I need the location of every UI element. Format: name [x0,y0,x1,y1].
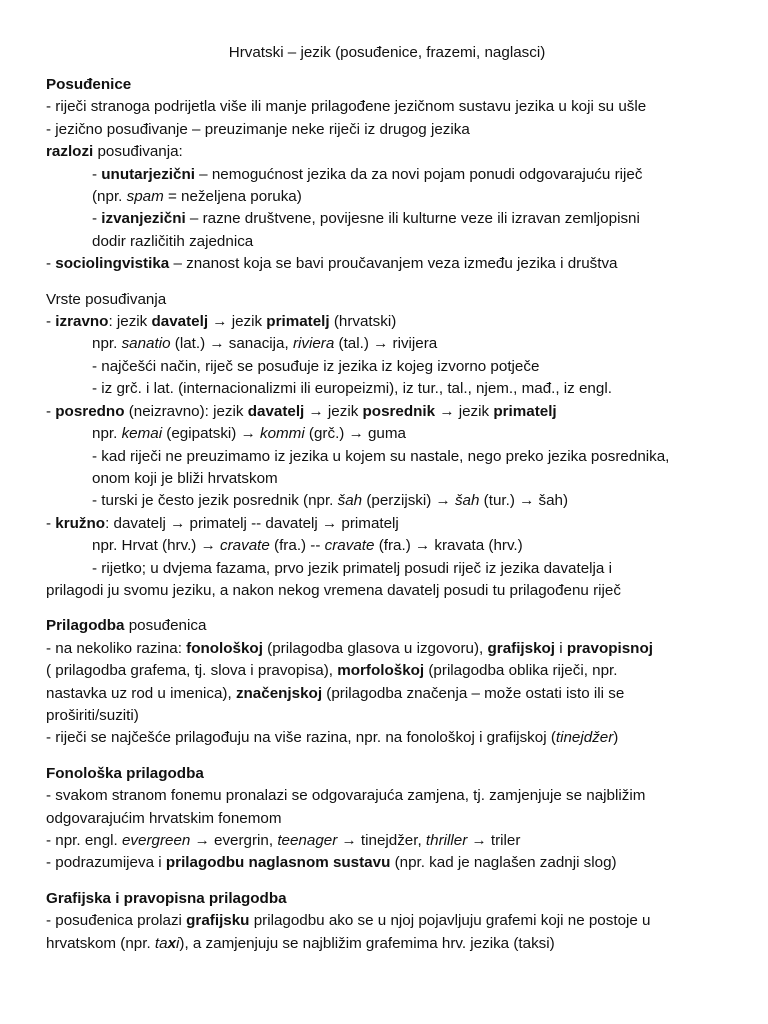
heading-posudjenice: Posuđenice [46,76,132,93]
text-line: npr. kemai (egipatski) → kommi (grč.) → guma [92,425,406,443]
heading-fonoloska: Fonološka prilagodba [46,764,204,782]
text-line: - riječi se najčešće prilagođuju na više razina, npr. na fonološkoj i grafijskoj (tinejdžer) [46,729,619,747]
text-line: - posuđenica prolazi grafijsku prilagodbu ako se u njoj pojavljuju grafemi koji ne postoje u [46,912,651,930]
text-line: - turski je često jezik posrednik (npr. šah (perzijski) → šah (tur.) → šah) [92,492,569,510]
text-line: - svakom stranom fonemu pronalazi se odgovarajuća zamjena, tj. zamjenjuje se najbližim [46,787,646,805]
text-line: proširiti/suziti) [46,706,139,724]
text-line: - sociolingvistika – znanost koja se bavi proučavanjem veza između jezika i društva [46,255,618,273]
text-line: - riječi stranoga podrijetla više ili manje prilagođene jezičnom sustavu jezika u koji su ušle [46,98,647,116]
text-line: ( prilagodba grafema, tj. slova i pravopisa), morfološkoj (prilagodba oblika riječi, npr. [46,662,618,680]
text-line: - najčešći način, riječ se posuđuje iz jezika iz kojeg izvorno potječe [92,357,540,375]
section-posudjenice [46,74,728,276]
heading-prilagodba: Prilagodba posuđenica [46,617,207,635]
section-vrste [46,289,728,603]
text-line: - npr. engl. evergreen → evergrin, teenager → tinejdžer, thriller → triler [46,832,521,849]
text-line: - izvanjezični – razne društvene, povijesne ili kulturne veze ili izravan zemljopisni [92,210,640,228]
text-line: - izravno: jezik davatelj → jezik primatelj (hrvatski) [46,313,397,331]
text-line: - na nekoliko razina: fonološkoj (prilagodba glasova u izgovoru), grafijskoj i pravopisnoj [46,639,653,657]
text-line: - posredno (neizravno): jezik davatelj → jezik posrednik → jezik primatelj [46,402,557,420]
section-fonoloska [46,763,728,875]
text-line: npr. Hrvat (hrv.) → cravate (fra.) -- cravate (fra.) → kravata (hrv.) [92,537,523,555]
text-line: - kad riječi ne preuzimamo iz jezika u kojem su nastale, nego preko jezika posrednika, [92,447,670,465]
text-line: odgovarajućim hrvatskim fonemom [46,809,282,827]
text-line: prilagodi ju svomu jeziku, a nakon nekog vremena davatelj posudi tu prilagođenu riječ [46,581,621,599]
text-line: (npr. spam = neželjena poruka) [92,188,302,206]
text-line: - podrazumijeva i prilagodbu naglasnom sustavu (npr. kad je naglašen zadnji slog) [46,854,617,872]
section-prilagodba [46,615,728,749]
section-grafijska [46,888,728,955]
document-title: Hrvatski – jezik (posuđenice, frazemi, naglasci) [228,44,546,61]
text-line: - jezično posuđivanje – preuzimanje neke riječi iz drugog jezika [46,120,470,138]
heading-vrste: Vrste posuđivanja [46,290,167,308]
heading-grafijska: Grafijska i pravopisna prilagodba [46,889,287,907]
text-line: - iz grč. i lat. (internacionalizmi ili europeizmi), iz tur., tal., njem., mađ., iz engl. [92,380,612,398]
text-line: npr. sanatio (lat.) → sanacija, riviera (tal.) → rivijera [92,335,438,353]
text-line: onom koji je bliži hrvatskom [92,469,278,487]
text-line: - kružno: davatelj → primatelj -- davatelj → primatelj [46,514,399,532]
text-line: hrvatskom (npr. taxi), a zamjenjuju se najbližim grafemima hrv. jezika (taksi) [46,934,555,952]
text-line: dodir različitih zajednica [92,232,254,250]
text-line: - rijetko; u dvjema fazama, prvo jezik primatelj posudi riječ iz jezika davatelja i [92,559,612,577]
text-line: - unutarjezični – nemogućnost jezika da za novi pojam ponudi odgovarajuću riječ [92,165,643,183]
text-line: nastavka uz rod u imenica), značenjskoj (prilagodba značenja – može ostati isto ili se [46,684,625,702]
text-line: razlozi posuđivanja: [46,143,183,161]
